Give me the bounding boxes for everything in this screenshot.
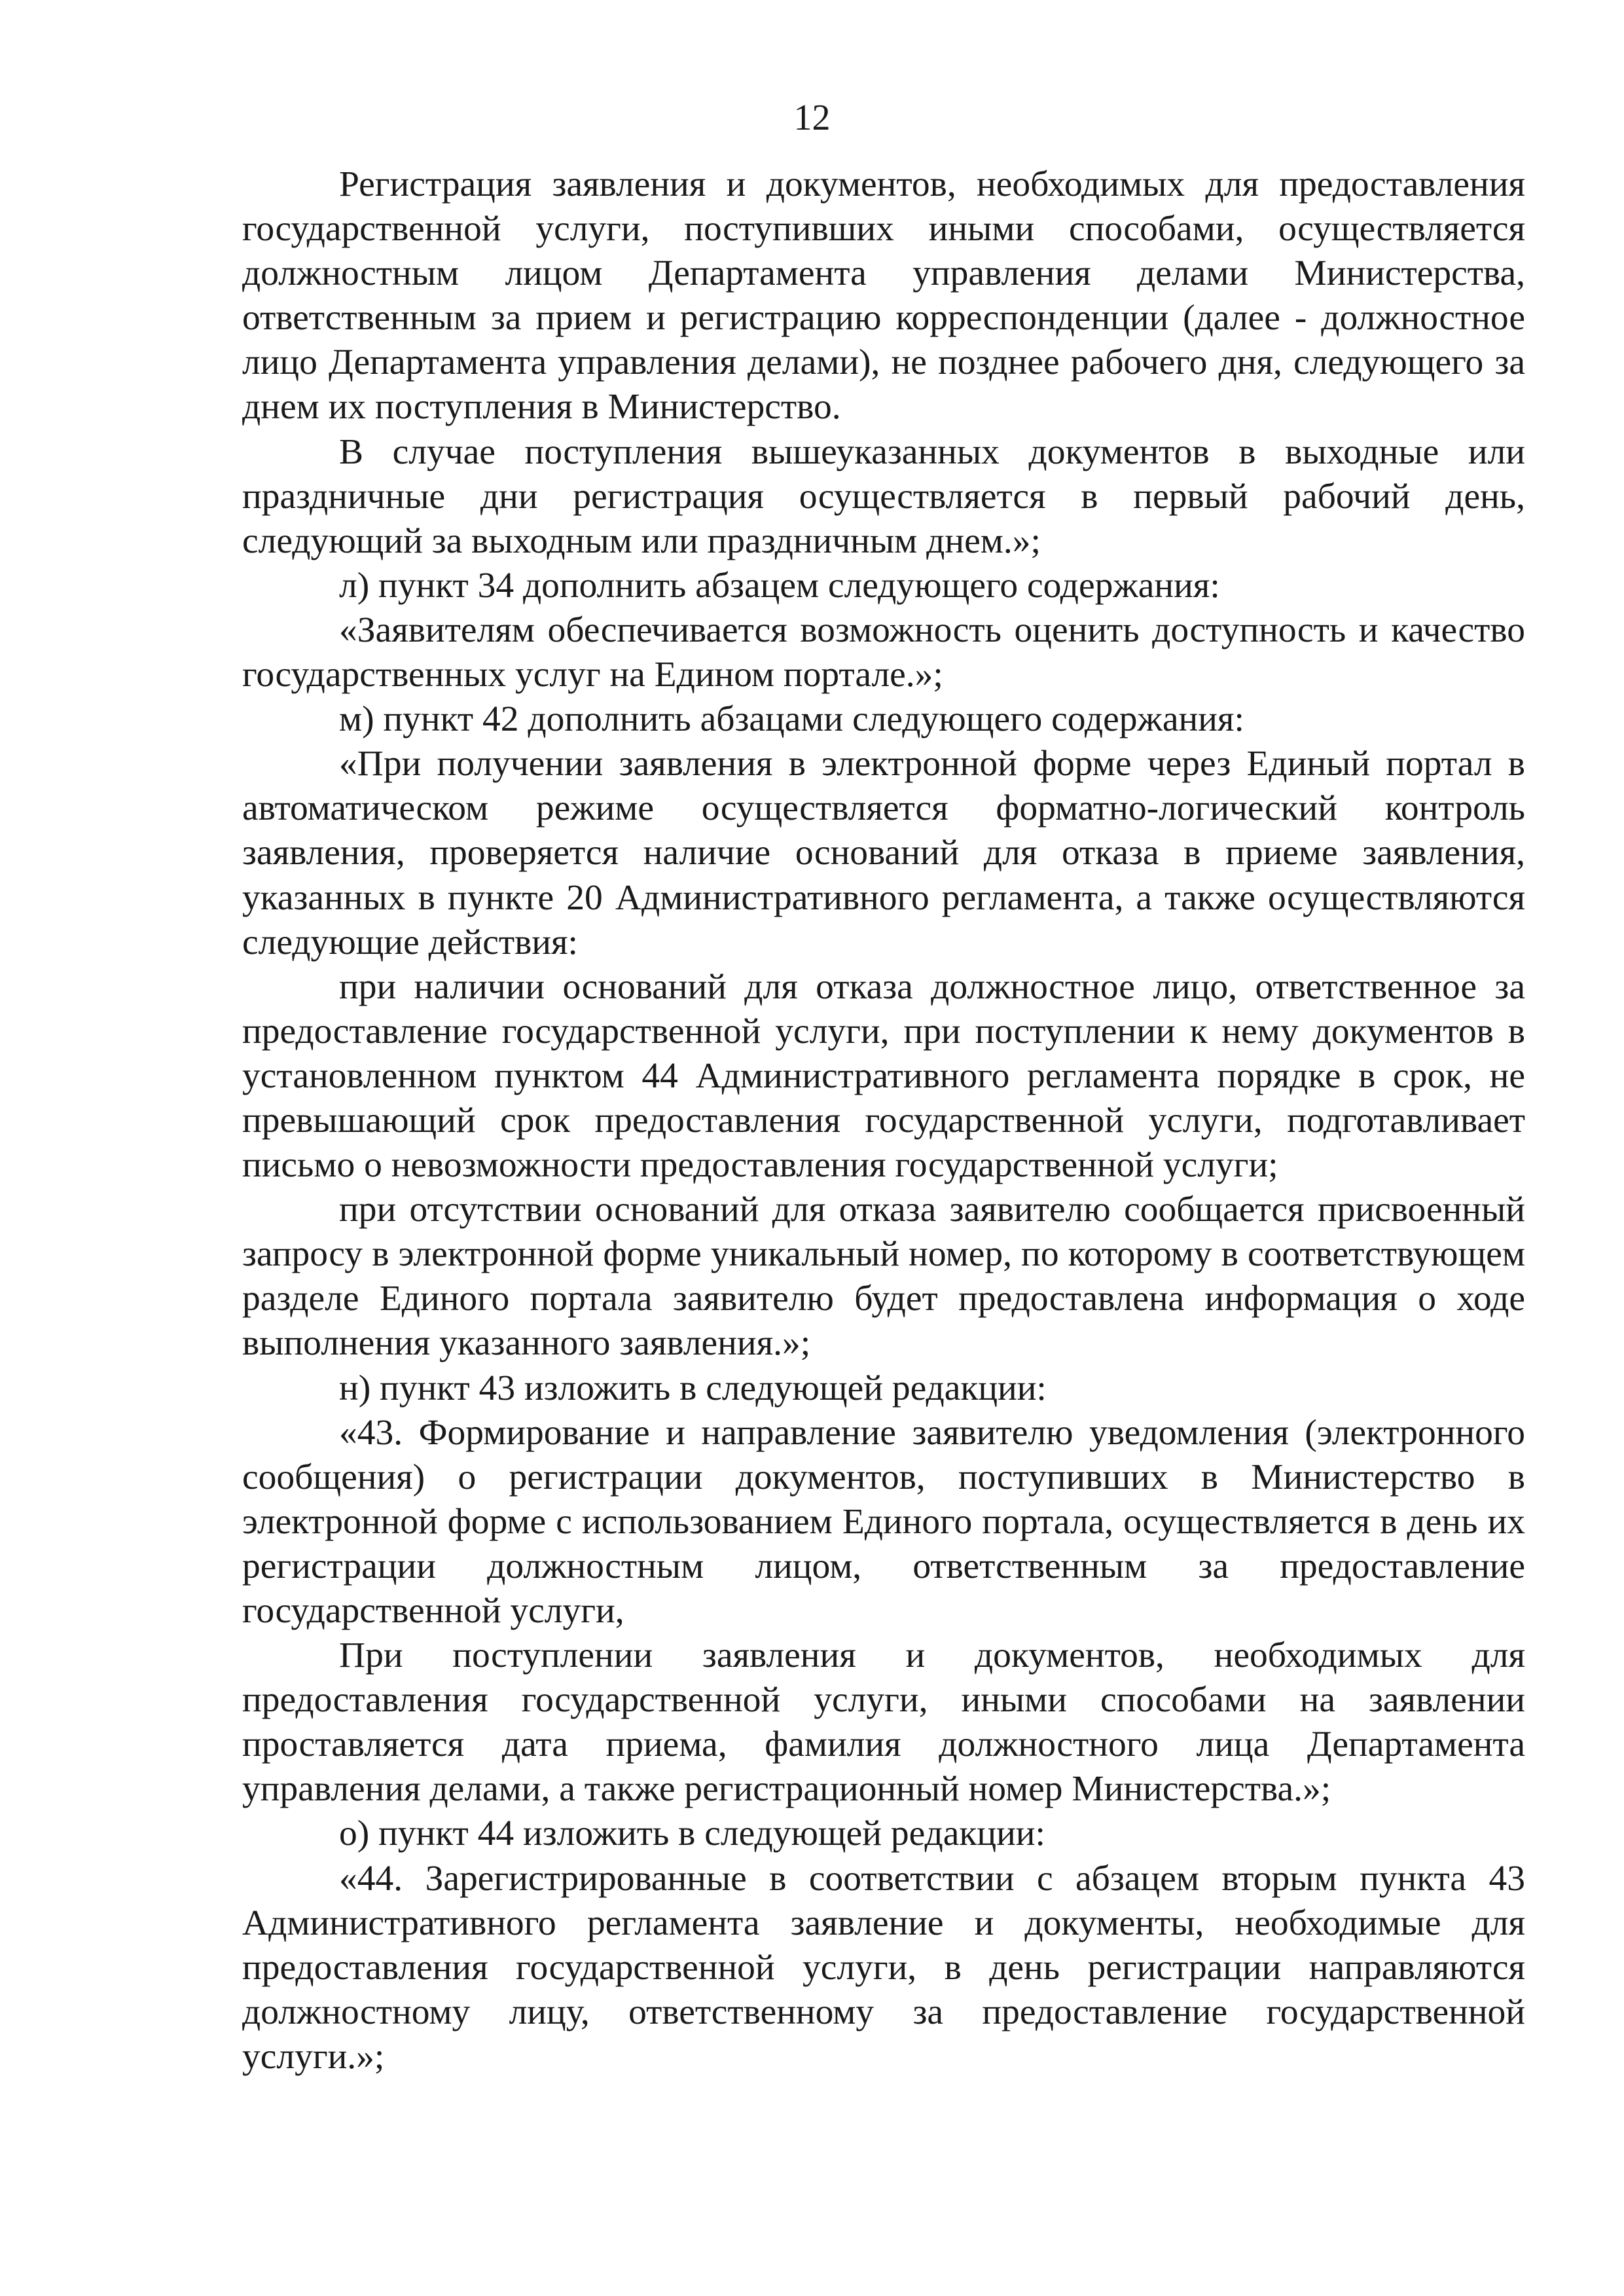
paragraph-item-n: н) пункт 43 изложить в следующей редакции: (339, 1368, 1047, 1408)
paragraph-clause-43: «43. Формирование и направление заявителю уведомления (электронного сообщения) о регистрации документов, поступивших в Министерство в электронной форме с использованием Единого портала, осуществляется в день их регистрации должностным лицом, ответственным за предоставление государственной услуги, (242, 1412, 1525, 1631)
paragraph-other-means-receipt: При поступлении заявления и документов, необходимых для предоставления государственной услуги, иными способами на заявлении проставляется дата приема, фамилия должностного лица Департамента управления делами, а также регистрационный номер Министерства.»; (242, 1635, 1525, 1810)
paragraph-holiday-registration: В случае поступления вышеуказанных документов в выходные или праздничные дни регистрация осуществляется в первый рабочий день, следующий за выходным или праздничным днем.»; (242, 431, 1525, 561)
page-number: 12 (793, 98, 831, 138)
paragraph-item-o: о) пункт 44 изложить в следующей редакции: (339, 1813, 1045, 1854)
paragraph-item-m: м) пункт 42 дополнить абзацами следующего содержания: (339, 699, 1244, 740)
paragraph-item-l: л) пункт 34 дополнить абзацем следующего содержания: (339, 565, 1220, 606)
paragraph-quote-quality-assessment: «Заявителям обеспечивается возможность оценить доступность и качество государственных услуг на Едином портале.»; (242, 610, 1525, 695)
document-body (242, 162, 1525, 2079)
paragraph-no-refusal-grounds: при отсутствии оснований для отказа заявителю сообщается присвоенный запросу в электронной форме уникальный номер, по которому в соответствующем разделе Единого портала заявителю будет предоставлена информация о ходе выполнения указанного заявления.»; (242, 1190, 1525, 1364)
paragraph-quote-electronic-control: «При получении заявления в электронной форме через Единый портал в автоматическом режиме осуществляется форматно-логический контроль заявления, проверяется наличие оснований для отказа в приеме заявления, указанных в пункте 20 Административного регламента, а также осуществляются следующие действия: (242, 744, 1525, 962)
paragraph-registration-other-means: Регистрация заявления и документов, необходимых для предоставления государственной услуги, поступивших иными способами, осуществляется должностным лицом Департамента управления делами Министерства, ответственным за прием и регистрацию корреспонденции (далее - должностное лицо Департамента управления делами), не позднее рабочего дня, следующего за днем их поступления в Министерство. (242, 164, 1525, 428)
paragraph-clause-44: «44. Зарегистрированные в соответствии с абзацем вторым пункта 43 Административного регламента заявление и документы, необходимые для предоставления государственной услуги, в день регистрации направляются должностному лицу, ответственному за предоставление государственной услуги.»; (242, 1858, 1525, 2077)
paragraph-refusal-grounds: при наличии оснований для отказа должностное лицо, ответственное за предоставление государственной услуги, при поступлении к нему документов в установленном пунктом 44 Административного регламента порядке в срок, не превышающий срок предоставления государственной услуги, подготавливает письмо о невозможности предоставления государственной услуги; (242, 966, 1525, 1186)
